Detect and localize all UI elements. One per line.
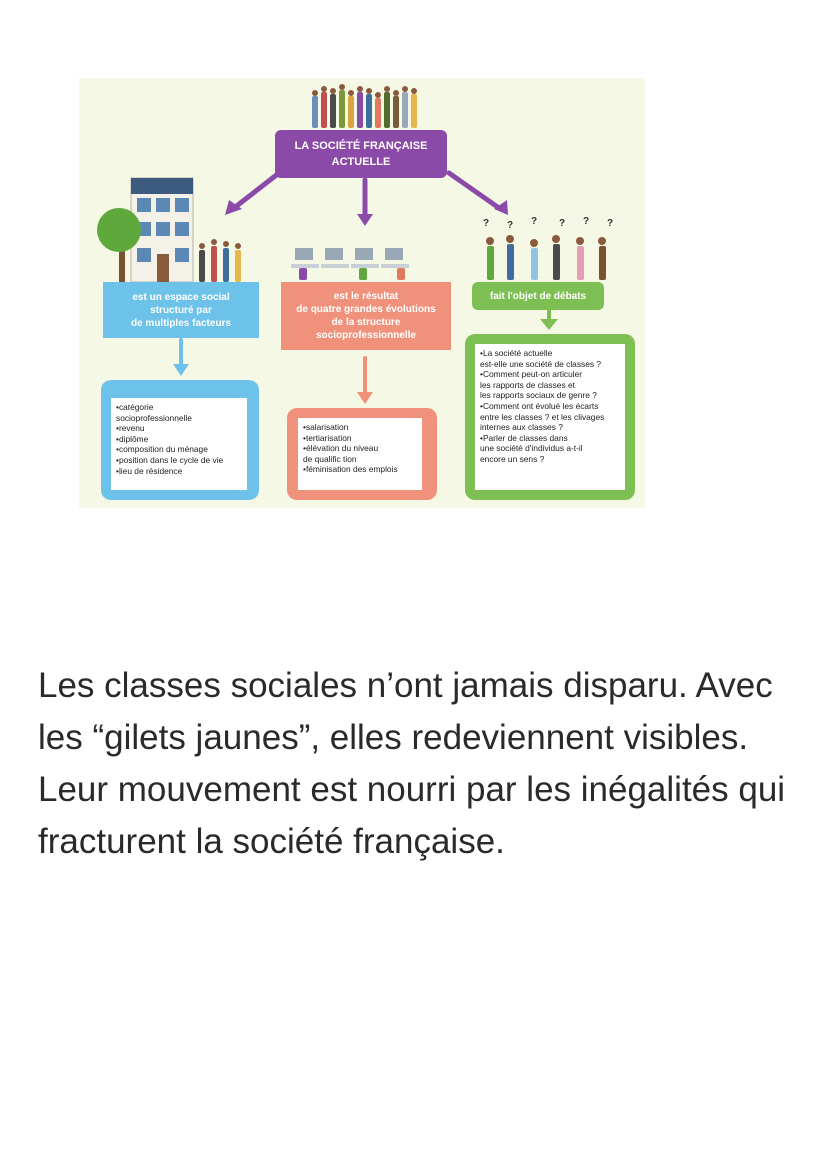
debates-panel [465,334,635,500]
building-illustration [97,178,193,282]
question-mark: ? [559,218,566,229]
list-item: •revenu [116,423,145,434]
branch-label-structure: est un espace social structuré par de multiples facteurs [103,282,259,338]
branch-label-evolutions: est le résultat de quatre grandes évolutions de la structure socioprofessionnelle [281,282,451,350]
question-mark: ? [531,216,538,227]
list-item: •catégorie socioprofessionnelle [116,402,192,423]
evolutions-panel [287,408,437,500]
list-item: •La société actuelle est-elle une société de classes ? [480,348,602,369]
list-item: •composition du ménage [116,444,208,455]
question-mark: ? [483,218,490,229]
factors-list [116,402,242,476]
question-mark: ? [607,218,614,229]
factors-panel [101,380,259,500]
crowd-illustration [312,84,417,128]
list-item: •salarisation [303,422,349,432]
list-item: •élévation du niveau de qualific tion [303,443,379,464]
question-mark: ? [507,220,514,231]
list-item: •Parler de classes dans une société d'individus a-t-il encore un sens ? [480,432,583,464]
society-diagram [79,78,645,508]
list-item: •Comment peut-on articuler les rapports de classes et les rapports sociaux de genre ? [480,369,597,401]
debate-people-illustration [486,235,606,280]
evolutions-list [303,422,417,475]
branch-label-debates: fait l'objet de débats [472,282,604,310]
list-item: •tertiarisation [303,432,352,443]
workers-illustration [199,239,241,282]
question-marks [479,216,619,232]
diagram-title: LA SOCIÉTÉ FRANÇAISE ACTUELLE [275,130,447,178]
list-item: •féminisation des emplois [303,464,398,475]
list-item: •lieu de résidence [116,465,183,476]
list-item: •position dans le cycle de vie [116,454,224,465]
debates-list [480,348,620,465]
question-mark: ? [583,216,590,227]
list-item: •Comment ont évolué les écarts entre les classes ? et les clivages internes aux classes ? [480,400,605,433]
article-paragraph: Les classes sociales n’ont jamais disparu. Avec les “gilets jaunes”, elles redeviennent visibles. Leur mouvement est nourri par les inégalités qui fracturent la société française. [38,666,786,861]
list-item: •diplôme [116,433,149,444]
title-arrows [234,173,499,218]
office-illustration [291,248,409,280]
